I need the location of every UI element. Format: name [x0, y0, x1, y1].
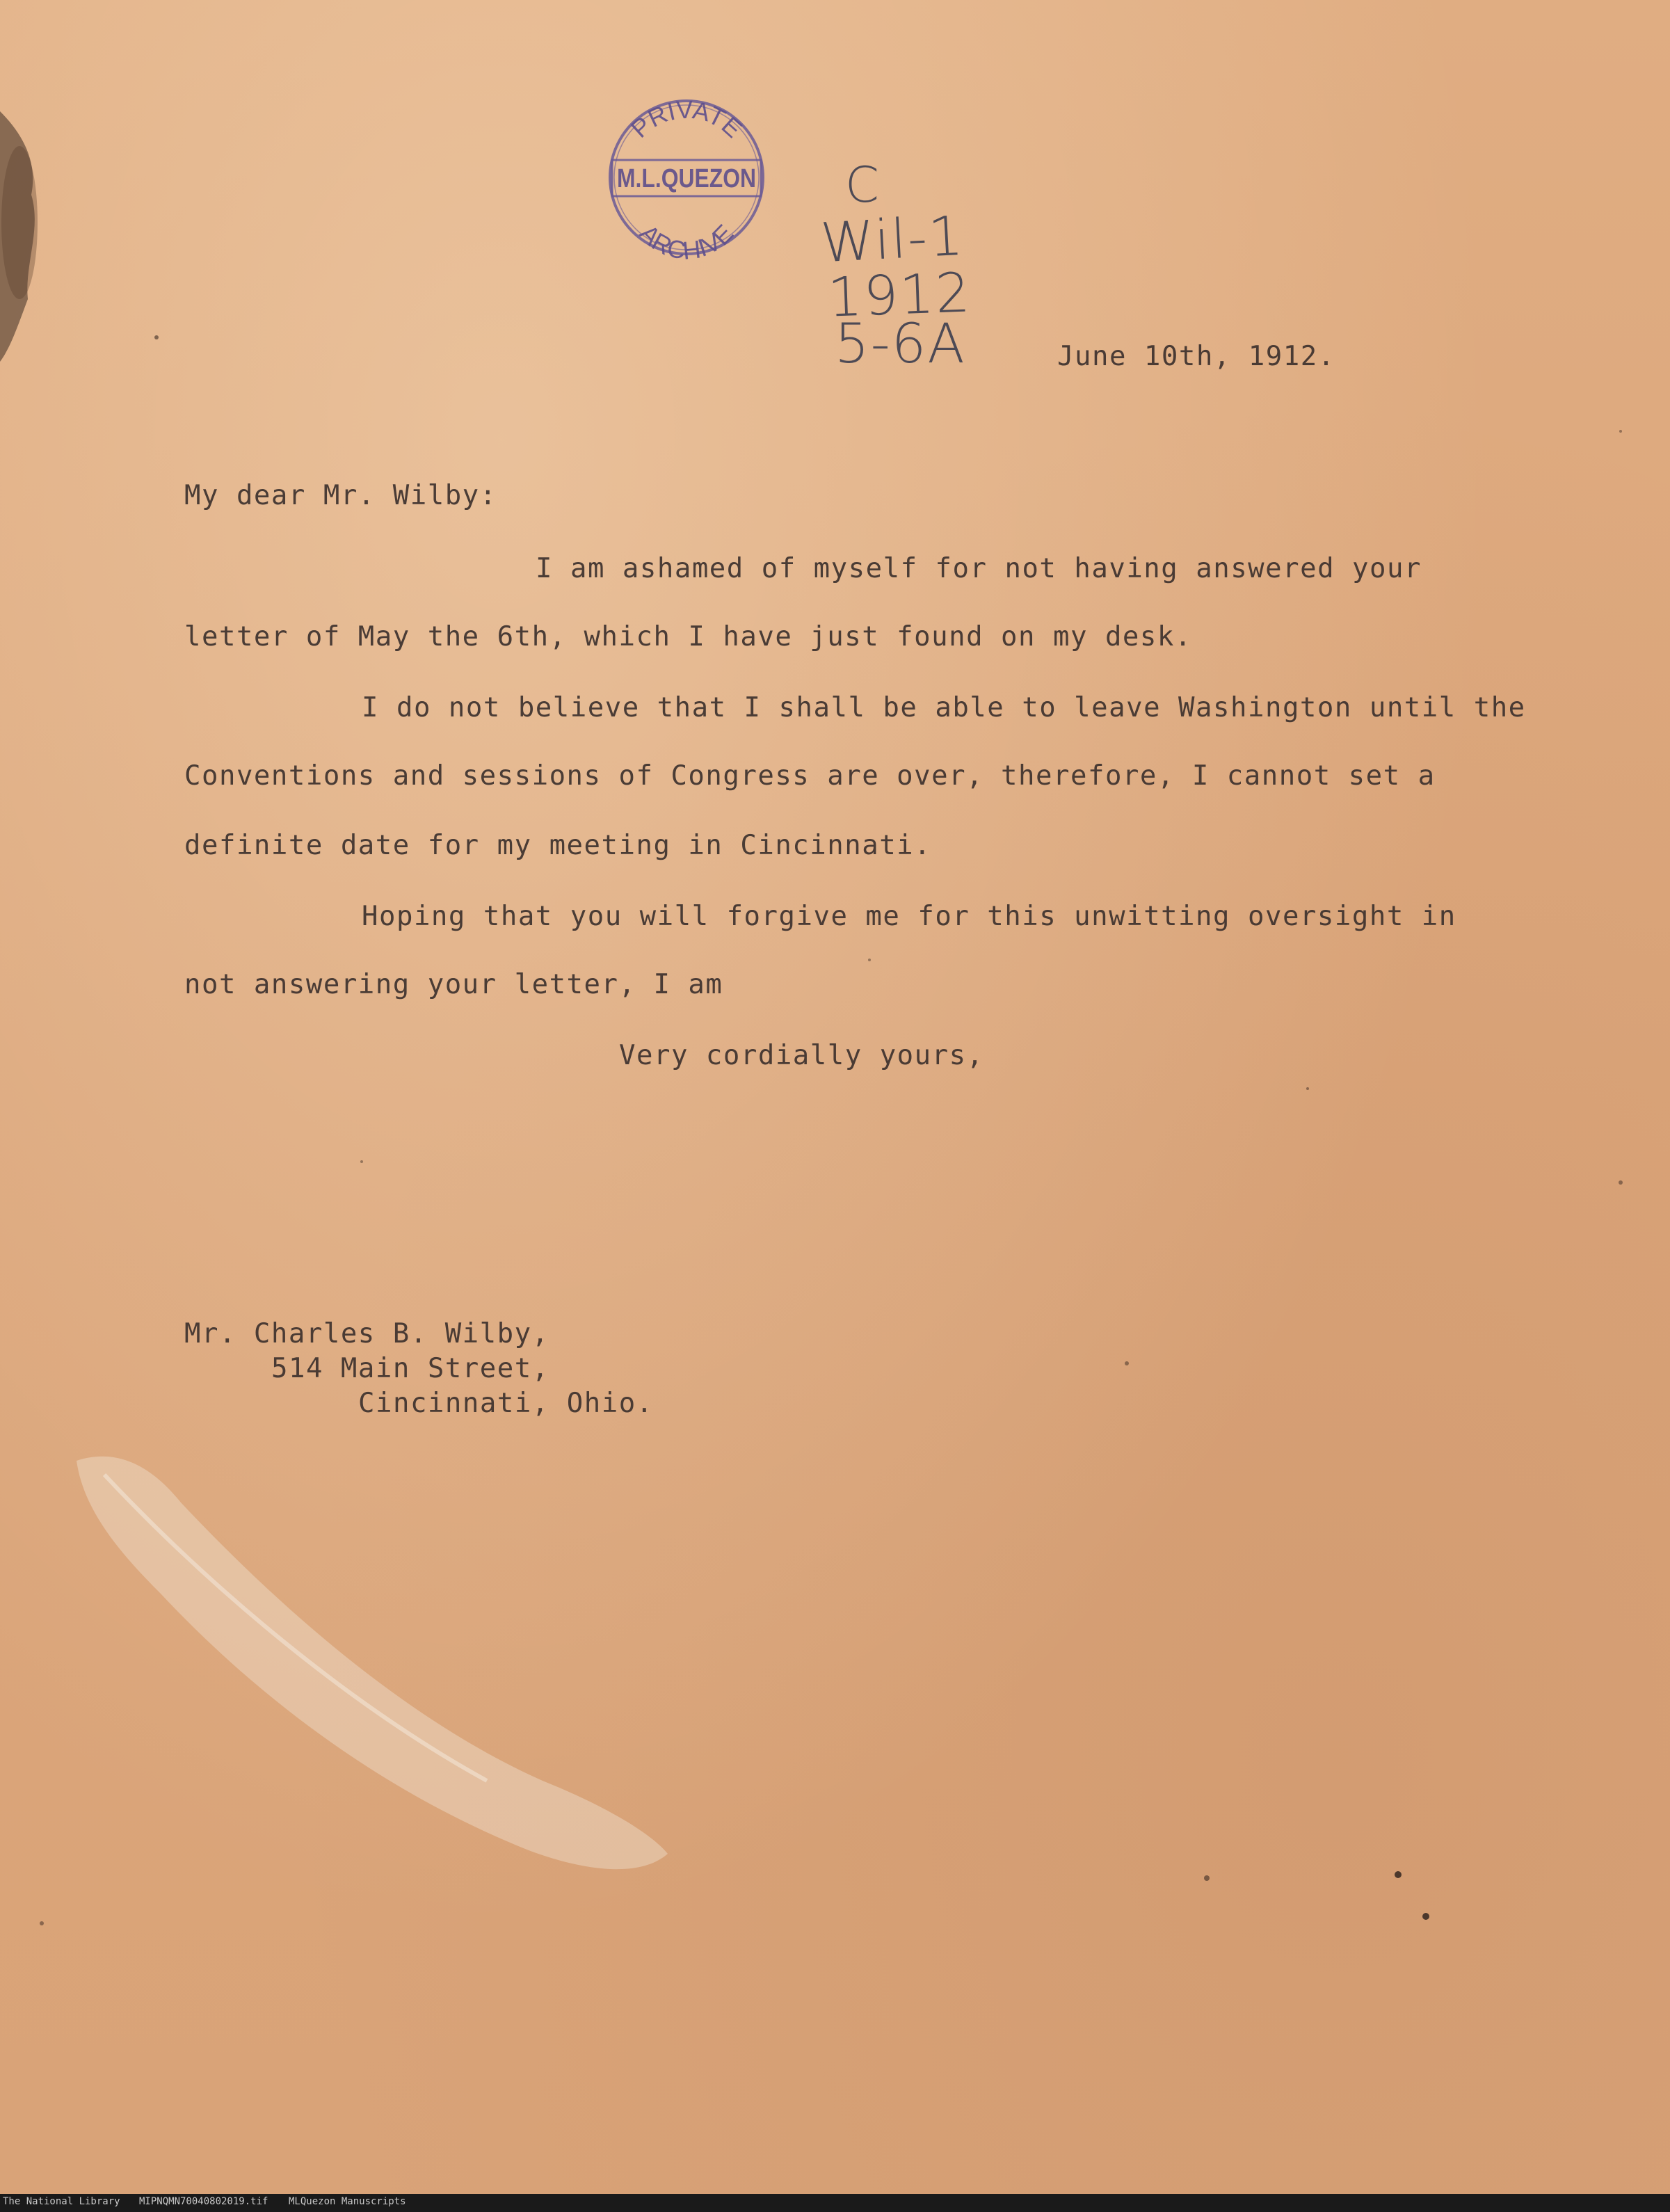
address-street: 514 Main Street,	[271, 1353, 549, 1384]
address-name: Mr. Charles B. Wilby,	[184, 1318, 549, 1349]
footer-collection: MLQuezon Manuscripts	[289, 2196, 406, 2207]
letter-body-line: Hoping that you will forgive me for this unwitting oversight in	[362, 901, 1456, 932]
letter-date: June 10th, 1912.	[1057, 341, 1335, 372]
letter-closing: Very cordially yours,	[619, 1040, 984, 1071]
letter-body-line: letter of May the 6th, which I have just found on my desk.	[184, 621, 1192, 652]
handwritten-note-line-3: 1912	[826, 262, 973, 330]
address-city: Cincinnati, Ohio.	[358, 1388, 654, 1419]
handwritten-note-line-2: Wil-1	[819, 205, 966, 275]
stamp-bottom-text: ARCHIVE	[634, 218, 739, 261]
scan-footer	[0, 2194, 1670, 2212]
letter-body-line: I do not believe that I shall be able to leave Washington until the	[362, 692, 1526, 723]
letter-salutation: My dear Mr. Wilby:	[184, 480, 497, 511]
handwritten-note-line-1: C	[845, 157, 881, 214]
letter-body-line: I am ashamed of myself for not having answered your	[536, 553, 1422, 584]
handwritten-note-line-4: 5-6A	[835, 313, 966, 376]
stamp-middle-text: M.L.QUEZON	[617, 164, 756, 193]
letter-body-line: definite date for my meeting in Cincinnati.	[184, 830, 932, 861]
footer-library: The National Library	[3, 2196, 120, 2207]
letter-body-line: Conventions and sessions of Congress are over, therefore, I cannot set a	[184, 760, 1436, 792]
letter-body-line: not answering your letter, I am	[184, 969, 723, 1000]
footer-file-name: MIPNQMN70040802019.tif	[139, 2196, 268, 2207]
archive-stamp	[607, 90, 766, 261]
stamp-top-text: PRIVATE	[625, 95, 748, 143]
